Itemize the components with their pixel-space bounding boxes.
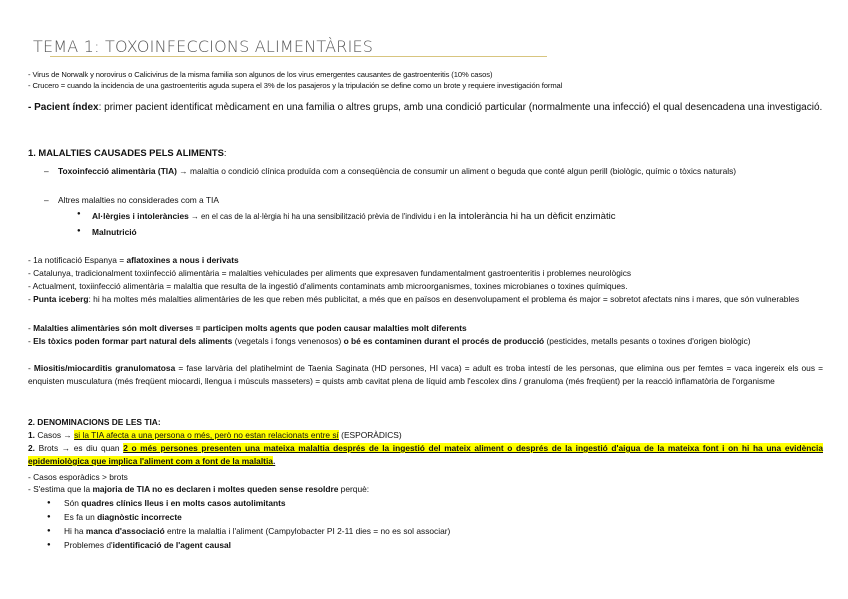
reason-bold: manca d'associació xyxy=(85,526,165,536)
allergies-term: Al·lèrgies i intoleràncies xyxy=(92,211,189,221)
tia-definition: → malaltia o condició clínica produïda com a conseqüència de consumir un aliment o beguda que conté algun perill (biològic, químic o tòxics naturals) xyxy=(176,166,737,176)
bullet-icon: ● xyxy=(47,542,51,548)
reason-item xyxy=(64,526,450,537)
malnutricio-term: Malnutrició xyxy=(92,227,137,237)
reason-item xyxy=(64,540,231,551)
intro-line-2: - Crucero = cuando la incidencia de una gastroenteritis aguda supera el 3% de los pasajeros y la tripulación se define como un brote y requiere investigación formal xyxy=(28,81,563,90)
note-text: - xyxy=(28,363,34,373)
note-miositis xyxy=(28,362,823,388)
note-toxics xyxy=(28,335,823,348)
dash-icon: – xyxy=(44,195,49,205)
note-notificacio xyxy=(28,255,239,266)
reason-text: Hi ha xyxy=(64,526,86,536)
note-bold: Punta iceberg xyxy=(33,294,89,304)
pacient-index-paragraph xyxy=(28,101,823,115)
casos-number: 1. xyxy=(28,430,35,440)
casos-label: Casos → xyxy=(35,430,75,440)
note-text: = fase larvària del platihelmint de Taenia Saginata (HD persones, HI vaca) = adult es troba intestí de les personas, que elimina ous per femtes = vaca ingereix els ous = enquisten musculatura (més freqüent miocardi, llengua i músculs masseters) = quists amb cavitat plena de líquid amb l'escolex dins / granuloma (més freqüent) per la reacció inflamatòria de l'organisme xyxy=(28,363,823,386)
title-underline xyxy=(50,56,547,57)
reason-text: Es fa un xyxy=(64,512,98,522)
reason-item xyxy=(64,498,286,509)
brots-suffix: . xyxy=(272,456,276,466)
note-text: - xyxy=(28,294,34,304)
pacient-index-label: - Pacient índex xyxy=(28,102,99,113)
note-catalunya: - Catalunya, tradicionalment toxiinfecció alimentària = malalties vehiculades per aliments que expresaven fundamentalment gastroenteritis i problemes neurològics xyxy=(28,268,632,278)
definition-brots xyxy=(28,442,823,468)
casos-highlight: si la TIA afecta a una persona o més, però no estan relacionats entre sí xyxy=(74,430,339,440)
note-bold: aflatoxines a nous i derivats xyxy=(126,255,239,265)
list-item-altres: Altres malalties no considerades com a TIA xyxy=(58,195,219,205)
definition-casos xyxy=(28,430,402,441)
heading-colon: : xyxy=(223,147,227,158)
reason-text: Són xyxy=(64,498,82,508)
note-text: - xyxy=(28,323,34,333)
bullet-icon: ● xyxy=(47,500,51,506)
note-punta-iceberg xyxy=(28,293,823,306)
reason-bold: identificació de l'agent causal xyxy=(112,540,231,550)
reason-text: Problemes d' xyxy=(64,540,113,550)
section1-heading xyxy=(28,147,226,158)
note-bold: Els tòxics poden formar part natural dels aliments xyxy=(33,336,233,346)
note-bold: o bé es contaminen durant el procés de producció xyxy=(343,336,545,346)
allergies-text: → en el cas de la al·lèrgia hi ha una sensibilització prèvia de l'individu i en xyxy=(188,212,449,221)
section1-heading-text: 1. MALALTIES CAUSADES PELS ALIMENTS xyxy=(28,147,224,158)
page-title: TEMA 1: TOXOINFECCIONS ALIMENTÀRIES xyxy=(33,37,374,56)
note-text: (pesticides, metalls pesants o toxines d'origen biològic) xyxy=(544,336,751,346)
brots-label: Brots → es diu quan xyxy=(35,443,124,453)
pacient-index-text: : primer pacient identificat mèdicament en una familia o altres grups, amb una condició particular (normalmente una infecció) el qual desencadena una investigació. xyxy=(98,102,823,113)
list-item-tia xyxy=(58,164,823,178)
note-bold: Miositis/miocarditis granulomatosa xyxy=(33,363,176,373)
estima-text: perquè: xyxy=(338,484,370,494)
reason-item xyxy=(64,512,182,523)
brots-highlight: 2 o més persones presenten una mateixa malaltia després de la ingestió del mateix aliment o després de la ingestió d'aigua de la mateixa font i on hi ha una evidència epidemiològica que implica l'aliment com a font de la malaltia xyxy=(28,443,823,466)
estima-line xyxy=(28,484,369,495)
reason-bold: quadres clínics lleus i en molts casos autolimitants xyxy=(81,498,286,508)
tia-term: Toxoinfecció alimentària (TIA) xyxy=(58,166,177,176)
bullet-icon: ● xyxy=(77,228,81,234)
note-bold: Malalties alimentàries són molt diverses = participen molts agents que poden causar malalties molt diferents xyxy=(33,323,467,333)
note-text: - 1a notificació Espanya = xyxy=(28,255,127,265)
section2-heading xyxy=(28,417,161,428)
intolerance-text: la intolerància hi ha un dèficit enzimàtic xyxy=(448,211,616,222)
subitem-allergies xyxy=(92,211,616,222)
reason-bold: diagnòstic incorrecte xyxy=(97,512,182,522)
casos-vs-brots: - Casos esporàdics > brots xyxy=(28,472,128,482)
bullet-icon: ● xyxy=(47,514,51,520)
note-text: (vegetals i fongs venenosos) xyxy=(232,336,344,346)
note-text: - xyxy=(28,336,34,346)
note-actualment: - Actualment, toxiinfecció alimentària = malaltia que resulta de la ingestió d'aliments contaminats amb microorganismes, toxines microbianes o toxines químiques. xyxy=(28,281,628,291)
brots-number: 2. xyxy=(28,443,35,453)
note-malalties-diverses xyxy=(28,323,467,334)
estima-bold: majoria de TIA no es declaren i moltes queden sense resoldre xyxy=(92,484,339,494)
dash-icon: – xyxy=(44,166,49,176)
estima-text: - S'estima que la xyxy=(28,484,93,494)
section2-heading-text: 2. DENOMINACIONS DE LES TIA: xyxy=(28,417,161,427)
intro-line-1: - Virus de Norwalk y norovirus o Calicivirus de la misma familia son algunos de los virus emergentes causantes de gastroenteritis (10% casos) xyxy=(28,70,493,79)
note-text: : hi ha moltes més malalties alimentàries de les que reben més publicitat, a més que en països en desenvolupament el problema és major = sobretot afectats nins i mares, que són vulnerables xyxy=(88,294,800,304)
reason-text: entre la malaltia i l'aliment (Campylobacter PI 2-11 dies = no es sol associar) xyxy=(164,526,451,536)
bullet-icon: ● xyxy=(77,211,81,217)
casos-suffix: (ESPORÀDICS) xyxy=(338,430,402,440)
subitem-malnutricio xyxy=(92,227,137,238)
bullet-icon: ● xyxy=(47,528,51,534)
